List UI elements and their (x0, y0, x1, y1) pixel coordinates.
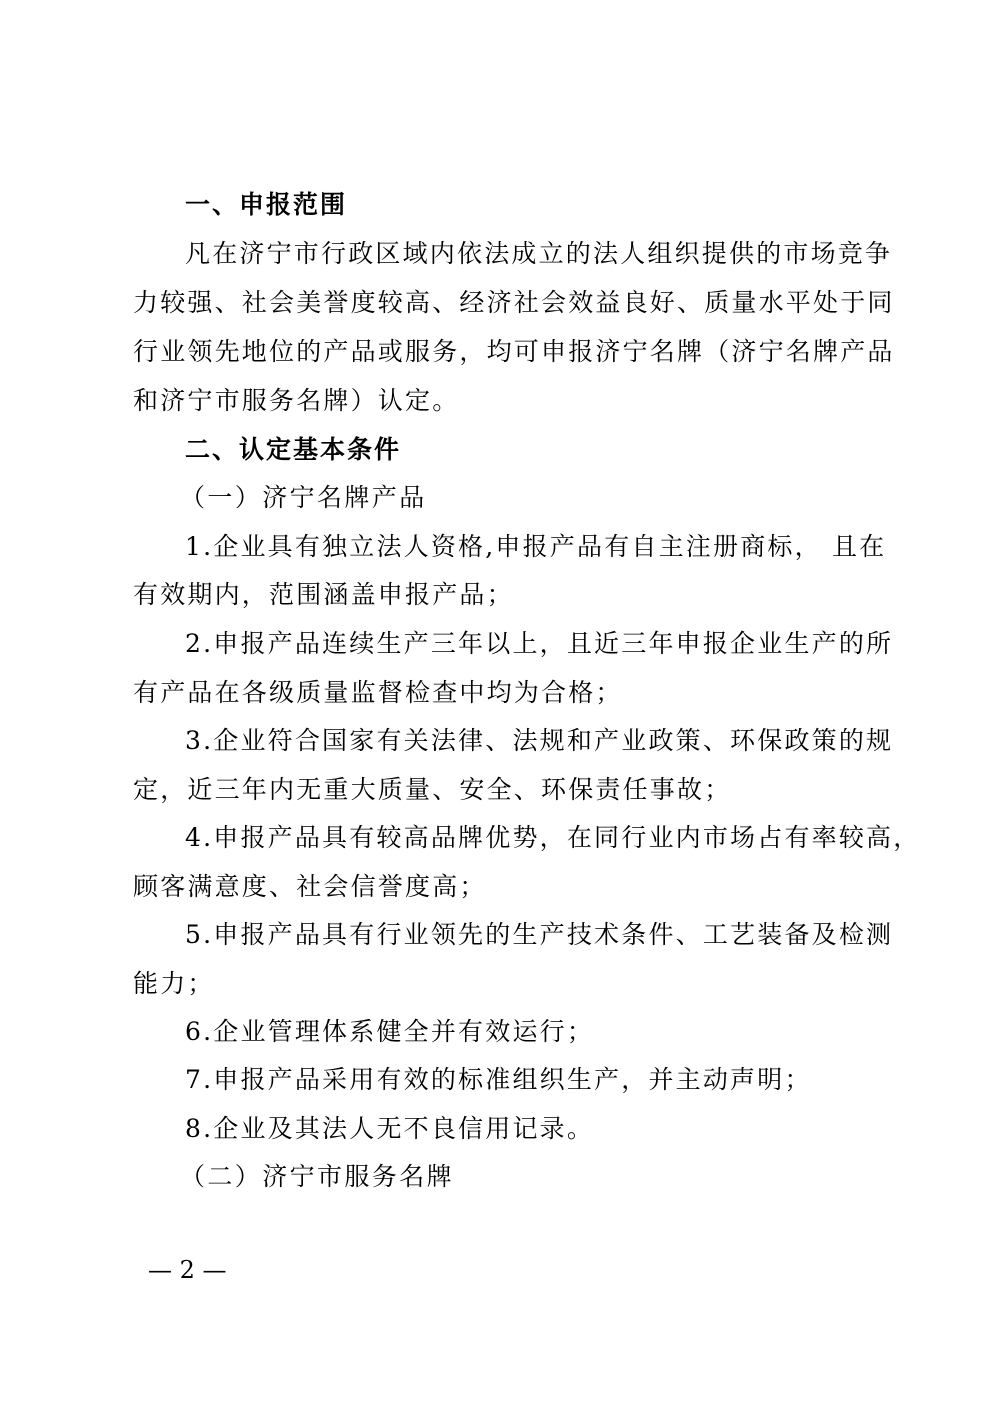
list-item-line: 定，近三年内无重大质量、安全、环保责任事故； (133, 775, 732, 804)
subsection-heading-service: （二）济宁市服务名牌 (180, 1162, 455, 1191)
list-item-line: 5.申报产品具有行业领先的生产技术条件、工艺装备及检测 (185, 920, 894, 949)
list-item-line: 7.申报产品采用有效的标准组织生产，并主动声明； (185, 1065, 812, 1094)
page-number: — 2 — (148, 1256, 227, 1284)
list-item-line: 能力； (133, 969, 215, 998)
list-item-line: 8.企业及其法人无不良信用记录。 (185, 1114, 595, 1143)
list-item-line: 有效期内，范围涵盖申报产品； (133, 580, 514, 609)
list-item-line: 顾客满意度、社会信誉度高； (133, 872, 487, 901)
paragraph-line: 凡在济宁市行政区域内依法成立的法人组织提供的市场竞争 (185, 239, 893, 268)
section-heading-scope: 一、申报范围 (185, 190, 348, 219)
list-item-line: 6.企业管理体系健全并有效运行； (185, 1017, 595, 1046)
paragraph-line: 力较强、社会美誉度较高、经济社会效益良好、质量水平处于同 (133, 288, 895, 317)
subsection-heading-product: （一）济宁名牌产品 (180, 483, 427, 512)
list-item-line: 4.申报产品具有较高品牌优势，在同行业内市场占有率较高， (185, 823, 921, 852)
list-item-line: 2.申报产品连续生产三年以上，且近三年申报企业生产的所 (185, 629, 894, 658)
list-item-line: 有产品在各级质量监督检查中均为合格； (133, 678, 623, 707)
paragraph-line: 和济宁市服务名牌）认定。 (133, 386, 460, 415)
list-item-line: 3.企业符合国家有关法律、法规和产业政策、环保政策的规 (185, 726, 894, 755)
section-heading-conditions: 二、认定基本条件 (185, 435, 402, 464)
list-item-line: 1.企业具有独立法人资格,申报产品有自主注册商标， 且在 (185, 532, 887, 561)
paragraph-line: 行业领先地位的产品或服务，均可申报济宁名牌（济宁名牌产品 (133, 337, 895, 366)
